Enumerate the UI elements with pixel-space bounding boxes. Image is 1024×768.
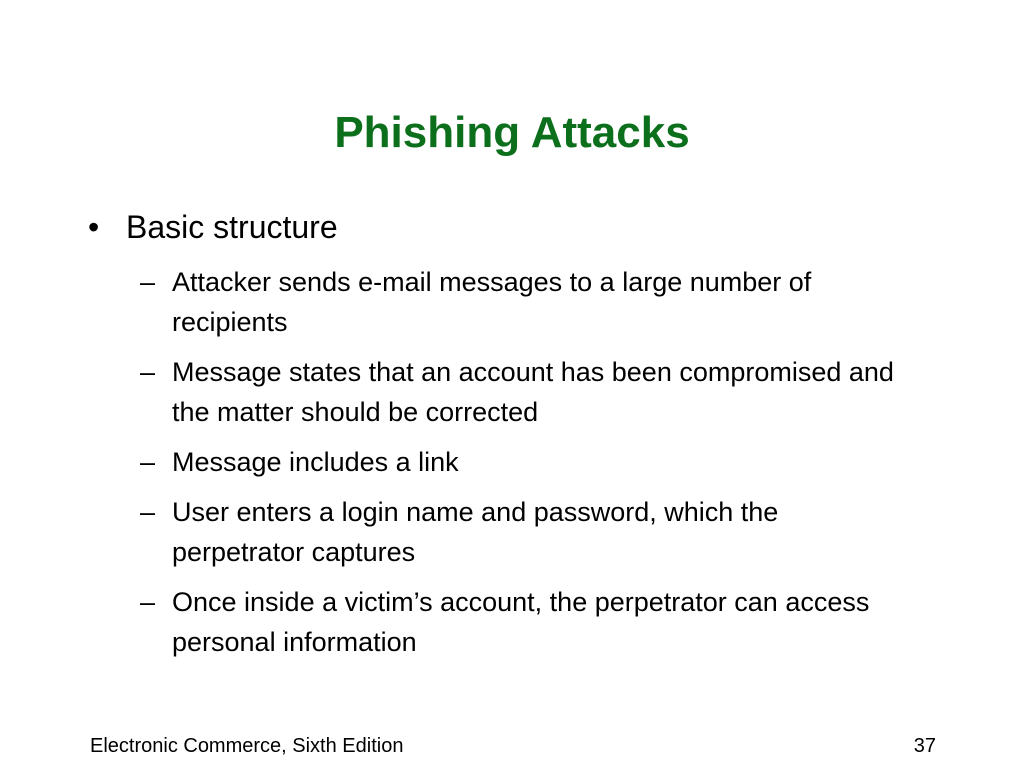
sub-bullet-text: Attacker sends e-mail messages to a large number of recipients [172,267,812,337]
bullet-item [88,205,338,249]
sub-bullet-text: Message includes a link [172,447,459,477]
dash-marker: – [140,587,156,617]
slide-title: Phishing Attacks [334,108,690,157]
bullet-text: Basic structure [126,209,338,245]
sub-bullet-item [140,442,980,482]
sub-bullet-list [140,262,980,672]
sub-bullet-item [140,492,980,572]
sub-bullet-item [140,262,980,342]
dash-marker: – [140,497,156,527]
sub-bullet-item [140,582,980,662]
sub-bullet-text: Message states that an account has been compromised and the matter should be corrected [172,357,894,427]
sub-bullet-text: User enters a login name and password, which the perpetrator captures [172,497,779,567]
sub-bullet-text: Once inside a victim’s account, the perpetrator can access personal information [172,587,870,657]
dash-marker: – [140,267,156,297]
footer-book-title: Electronic Commerce, Sixth Edition [90,735,404,757]
dash-marker: – [140,357,156,387]
bullet-marker: • [88,209,100,245]
dash-marker: – [140,447,156,477]
sub-bullet-item [140,352,980,432]
footer-page-number: 37 [913,735,936,757]
